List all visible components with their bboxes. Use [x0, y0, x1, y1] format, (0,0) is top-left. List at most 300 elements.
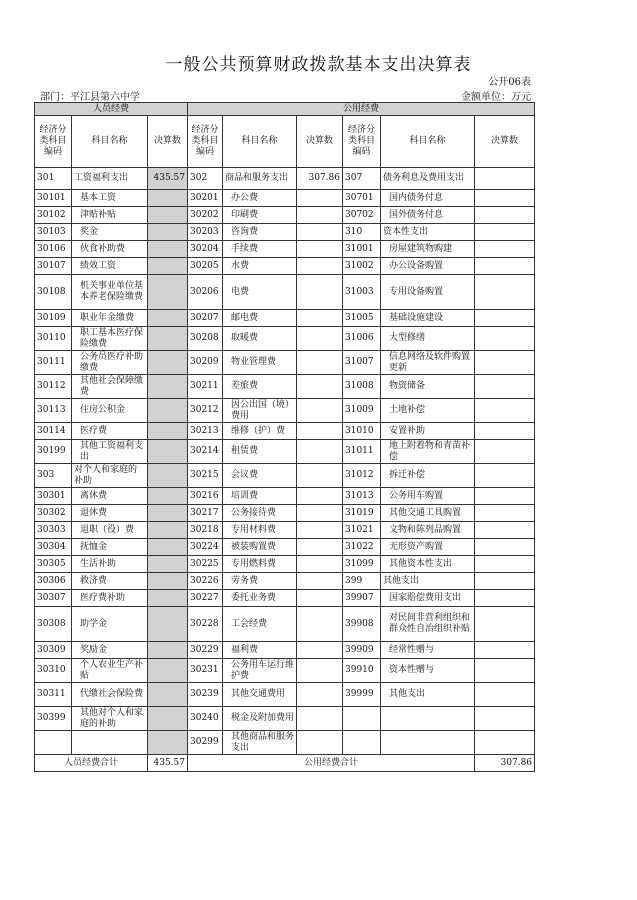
page-title: 一般公共预算财政拨款基本支出决算表 [165, 55, 472, 75]
name-cell: 职工基本医疗保险缴费 [72, 327, 148, 351]
name-cell: 印刷费 [223, 207, 297, 224]
amount-cell [148, 275, 188, 310]
name-cell: 物资储备 [381, 375, 475, 399]
code-cell: 30204 [188, 241, 223, 258]
code-cell: 30203 [188, 224, 223, 241]
code-cell: 30107 [35, 258, 72, 275]
name-cell: 经常性赠与 [381, 642, 475, 659]
amount-cell [148, 310, 188, 327]
table-row [35, 399, 535, 423]
amount-header: 决算数 [297, 116, 343, 168]
table-row [35, 607, 535, 642]
amount-cell [475, 464, 535, 488]
amount-cell [297, 488, 343, 505]
name-cell: 助学金 [72, 607, 148, 642]
table-row [35, 464, 535, 488]
amount-cell [148, 556, 188, 573]
name-cell [381, 707, 475, 731]
code-cell: 31010 [343, 423, 381, 440]
table-row [35, 190, 535, 207]
name-cell: 住房公积金 [72, 399, 148, 423]
name-cell: 取暖费 [223, 327, 297, 351]
section-header-row [35, 103, 535, 116]
public-section-header: 公用经费 [188, 103, 535, 116]
amount-cell [148, 539, 188, 556]
name-cell: 邮电费 [223, 310, 297, 327]
code-cell: 30216 [188, 488, 223, 505]
amount-cell [148, 522, 188, 539]
name-cell: 债务利息及费用支出 [381, 168, 475, 190]
econ-code-header: 经济分类科目编码 [188, 116, 223, 168]
code-cell: 30208 [188, 327, 223, 351]
code-cell: 39908 [343, 607, 381, 642]
name-cell: 国家赔偿费用支出 [381, 590, 475, 607]
code-cell: 30218 [188, 522, 223, 539]
code-cell: 31099 [343, 556, 381, 573]
amount-cell [148, 488, 188, 505]
table-row [35, 590, 535, 607]
amount-cell [297, 683, 343, 707]
amount-cell: 307.86 [297, 168, 343, 190]
code-cell: 30205 [188, 258, 223, 275]
name-cell: 退职（役）费 [72, 522, 148, 539]
table-row [35, 683, 535, 707]
code-cell [343, 707, 381, 731]
amount-cell [475, 642, 535, 659]
name-cell: 资本性赠与 [381, 659, 475, 683]
code-cell: 30306 [35, 573, 72, 590]
amount-cell [148, 683, 188, 707]
name-cell: 拆迁补偿 [381, 464, 475, 488]
code-cell: 30303 [35, 522, 72, 539]
name-cell: 委托业务费 [223, 590, 297, 607]
code-cell: 39907 [343, 590, 381, 607]
code-cell: 30211 [188, 375, 223, 399]
amount-cell [148, 642, 188, 659]
code-cell: 30224 [188, 539, 223, 556]
code-cell: 31009 [343, 399, 381, 423]
code-cell: 30225 [188, 556, 223, 573]
code-cell: 30214 [188, 440, 223, 464]
amount-cell [148, 731, 188, 755]
code-cell: 310 [343, 224, 381, 241]
personnel-total-label: 人员经费合计 [35, 755, 148, 772]
amount-cell [297, 642, 343, 659]
amount-cell [148, 241, 188, 258]
amount-cell [475, 423, 535, 440]
name-cell: 专用材料费 [223, 522, 297, 539]
name-cell: 办公费 [223, 190, 297, 207]
name-cell: 专用设备购置 [381, 275, 475, 310]
amount-cell [475, 539, 535, 556]
code-cell: 31002 [343, 258, 381, 275]
name-cell: 咨询费 [223, 224, 297, 241]
amount-cell [475, 399, 535, 423]
code-cell: 30199 [35, 440, 72, 464]
code-cell: 30212 [188, 399, 223, 423]
amount-cell [148, 399, 188, 423]
amount-cell [475, 375, 535, 399]
amount-cell [475, 556, 535, 573]
amount-header: 决算数 [148, 116, 188, 168]
table-row [35, 488, 535, 505]
name-cell: 国内债务付息 [381, 190, 475, 207]
amount-cell [148, 607, 188, 642]
amount-cell [475, 440, 535, 464]
code-cell: 30702 [343, 207, 381, 224]
name-cell: 其他交通费用 [223, 683, 297, 707]
econ-code-header: 经济分类科目编码 [35, 116, 72, 168]
amount-cell [297, 275, 343, 310]
table-row [35, 505, 535, 522]
name-cell: 其他支出 [381, 573, 475, 590]
amount-header: 决算数 [475, 116, 535, 168]
amount-cell [475, 327, 535, 351]
code-cell: 30215 [188, 464, 223, 488]
code-cell: 399 [343, 573, 381, 590]
code-cell: 31006 [343, 327, 381, 351]
amount-cell [475, 522, 535, 539]
table-row [35, 258, 535, 275]
amount-cell [475, 258, 535, 275]
code-cell: 30307 [35, 590, 72, 607]
code-cell: 30301 [35, 488, 72, 505]
amount-cell [475, 731, 535, 755]
code-cell: 31003 [343, 275, 381, 310]
name-cell: 退休费 [72, 505, 148, 522]
code-cell: 30304 [35, 539, 72, 556]
amount-cell [297, 505, 343, 522]
code-cell [35, 731, 72, 755]
table-row [35, 327, 535, 351]
name-cell: 手续费 [223, 241, 297, 258]
form-code: 公开06表 [488, 77, 531, 88]
name-cell: 公务接待费 [223, 505, 297, 522]
code-cell: 30310 [35, 659, 72, 683]
amount-cell [297, 258, 343, 275]
code-cell: 30106 [35, 241, 72, 258]
amount-cell [297, 423, 343, 440]
name-cell [72, 731, 148, 755]
amount-cell [297, 522, 343, 539]
code-cell: 30207 [188, 310, 223, 327]
code-cell: 30311 [35, 683, 72, 707]
code-cell: 30111 [35, 351, 72, 375]
name-cell: 办公设备购置 [381, 258, 475, 275]
code-cell: 30209 [188, 351, 223, 375]
name-cell: 国外债务付息 [381, 207, 475, 224]
code-cell: 30113 [35, 399, 72, 423]
code-cell: 39999 [343, 683, 381, 707]
name-cell: 无形资产购置 [381, 539, 475, 556]
name-cell: 职业年金缴费 [72, 310, 148, 327]
code-cell: 30299 [188, 731, 223, 755]
code-cell: 30213 [188, 423, 223, 440]
name-cell: 生活补助 [72, 556, 148, 573]
amount-cell [148, 224, 188, 241]
name-cell: 奖励金 [72, 642, 148, 659]
amount-cell [475, 241, 535, 258]
name-cell: 文物和陈列品购置 [381, 522, 475, 539]
code-cell: 30114 [35, 423, 72, 440]
name-cell: 会议费 [223, 464, 297, 488]
amount-cell [475, 224, 535, 241]
name-cell: 基本工资 [72, 190, 148, 207]
amount-cell [297, 556, 343, 573]
code-cell: 307 [343, 168, 381, 190]
code-cell: 39910 [343, 659, 381, 683]
code-cell: 31019 [343, 505, 381, 522]
table-row [35, 275, 535, 310]
code-cell: 30109 [35, 310, 72, 327]
name-cell: 其他交通工具购置 [381, 505, 475, 522]
code-cell: 31001 [343, 241, 381, 258]
name-cell: 公务员医疗补助缴费 [72, 351, 148, 375]
code-cell: 30231 [188, 659, 223, 683]
amount-cell [297, 573, 343, 590]
amount-cell [475, 573, 535, 590]
name-cell: 代缴社会保险费 [72, 683, 148, 707]
amount-cell [148, 423, 188, 440]
table-row [35, 707, 535, 731]
name-cell: 对个人和家庭的补助 [72, 464, 148, 488]
amount-cell [148, 190, 188, 207]
name-cell: 伙食补助费 [72, 241, 148, 258]
amount-cell [148, 659, 188, 683]
table-row [35, 440, 535, 464]
amount-cell [148, 505, 188, 522]
table-row [35, 556, 535, 573]
code-cell: 30305 [35, 556, 72, 573]
amount-cell [297, 224, 343, 241]
public-total-value: 307.86 [475, 755, 535, 772]
name-cell: 土地补偿 [381, 399, 475, 423]
code-cell: 31005 [343, 310, 381, 327]
amount-cell [148, 573, 188, 590]
code-cell: 30108 [35, 275, 72, 310]
name-cell: 地上附着物和青苗补偿 [381, 440, 475, 464]
amount-cell [475, 190, 535, 207]
amount-cell [148, 590, 188, 607]
amount-cell [475, 707, 535, 731]
name-cell: 劳务费 [223, 573, 297, 590]
code-cell: 39909 [343, 642, 381, 659]
name-cell: 其他商品和服务支出 [223, 731, 297, 755]
item-name-header: 科目名称 [381, 116, 475, 168]
code-cell: 30229 [188, 642, 223, 659]
amount-cell [297, 241, 343, 258]
amount-cell [475, 168, 535, 190]
column-header-row [35, 116, 535, 168]
department-label: 部门：平江县第六中学 [40, 92, 140, 103]
amount-cell [297, 659, 343, 683]
code-cell: 31012 [343, 464, 381, 488]
name-cell: 大型修缮 [381, 327, 475, 351]
code-cell: 31008 [343, 375, 381, 399]
name-cell: 机关事业单位基本养老保险缴费 [72, 275, 148, 310]
amount-cell [297, 539, 343, 556]
amount-cell [297, 310, 343, 327]
code-cell: 30302 [35, 505, 72, 522]
code-cell: 30227 [188, 590, 223, 607]
code-cell: 30101 [35, 190, 72, 207]
name-cell: 房屋建筑物购建 [381, 241, 475, 258]
table-row [35, 168, 535, 190]
code-cell: 31013 [343, 488, 381, 505]
table-row [35, 731, 535, 755]
code-cell: 31007 [343, 351, 381, 375]
amount-cell [475, 659, 535, 683]
amount-cell [148, 258, 188, 275]
amount-cell [475, 683, 535, 707]
name-cell: 其他对个人和家庭的补助 [72, 707, 148, 731]
table-row [35, 375, 535, 399]
personnel-section-header: 人员经费 [35, 103, 188, 116]
code-cell: 30110 [35, 327, 72, 351]
code-cell: 31022 [343, 539, 381, 556]
code-cell: 30202 [188, 207, 223, 224]
name-cell [381, 731, 475, 755]
totals-row [35, 755, 535, 772]
table-row [35, 241, 535, 258]
code-cell: 30206 [188, 275, 223, 310]
amount-cell [148, 464, 188, 488]
amount-cell [297, 399, 343, 423]
name-cell: 其他支出 [381, 683, 475, 707]
personnel-total-value: 435.57 [148, 755, 188, 772]
amount-cell [475, 590, 535, 607]
code-cell: 30309 [35, 642, 72, 659]
code-cell: 30228 [188, 607, 223, 642]
code-cell: 30103 [35, 224, 72, 241]
code-cell: 30201 [188, 190, 223, 207]
name-cell: 奖金 [72, 224, 148, 241]
name-cell: 电费 [223, 275, 297, 310]
name-cell: 医疗费 [72, 423, 148, 440]
name-cell: 水费 [223, 258, 297, 275]
amount-cell [148, 440, 188, 464]
table-row [35, 207, 535, 224]
amount-cell [297, 707, 343, 731]
name-cell: 医疗费补助 [72, 590, 148, 607]
amount-cell [297, 375, 343, 399]
code-cell: 30308 [35, 607, 72, 642]
item-name-header: 科目名称 [223, 116, 297, 168]
name-cell: 专用燃料费 [223, 556, 297, 573]
amount-cell [475, 310, 535, 327]
amount-cell [148, 327, 188, 351]
amount-cell [148, 351, 188, 375]
public-total-label: 公用经费合计 [188, 755, 475, 772]
amount-cell [297, 464, 343, 488]
amount-cell [297, 731, 343, 755]
name-cell: 津贴补贴 [72, 207, 148, 224]
name-cell: 抚恤金 [72, 539, 148, 556]
code-cell: 30239 [188, 683, 223, 707]
code-cell: 30226 [188, 573, 223, 590]
code-cell: 31021 [343, 522, 381, 539]
name-cell: 因公出国（境）费用 [223, 399, 297, 423]
table-row [35, 539, 535, 556]
econ-code-header: 经济分类科目编码 [343, 116, 381, 168]
table-row [35, 351, 535, 375]
name-cell: 基础设施建设 [381, 310, 475, 327]
name-cell: 信息网络及软件购置更新 [381, 351, 475, 375]
table-row [35, 224, 535, 241]
name-cell: 租赁费 [223, 440, 297, 464]
amount-cell [148, 207, 188, 224]
code-cell: 30112 [35, 375, 72, 399]
amount-cell [475, 607, 535, 642]
code-cell: 30217 [188, 505, 223, 522]
name-cell: 其他社会保障缴费 [72, 375, 148, 399]
code-cell: 30399 [35, 707, 72, 731]
name-cell: 个人农业生产补贴 [72, 659, 148, 683]
name-cell: 维修（护）费 [223, 423, 297, 440]
code-cell [343, 731, 381, 755]
name-cell: 对民间非营利组织和群众性自治组织补贴 [381, 607, 475, 642]
name-cell: 商品和服务支出 [223, 168, 297, 190]
amount-cell [475, 505, 535, 522]
table-row [35, 659, 535, 683]
amount-cell [148, 375, 188, 399]
name-cell: 其他工资福利支出 [72, 440, 148, 464]
name-cell: 被装购置费 [223, 539, 297, 556]
name-cell: 工资福利支出 [72, 168, 148, 190]
name-cell: 离休费 [72, 488, 148, 505]
amount-cell [297, 607, 343, 642]
amount-cell [297, 440, 343, 464]
table-row [35, 522, 535, 539]
name-cell: 其他资本性支出 [381, 556, 475, 573]
amount-cell [475, 275, 535, 310]
name-cell: 救济费 [72, 573, 148, 590]
code-cell: 302 [188, 168, 223, 190]
amount-cell: 435.57 [148, 168, 188, 190]
name-cell: 税金及附加费用 [223, 707, 297, 731]
name-cell: 差旅费 [223, 375, 297, 399]
code-cell: 301 [35, 168, 72, 190]
table-row [35, 642, 535, 659]
code-cell: 303 [35, 464, 72, 488]
expenditure-table [34, 102, 535, 772]
amount-cell [297, 327, 343, 351]
name-cell: 绩效工资 [72, 258, 148, 275]
code-cell: 31011 [343, 440, 381, 464]
name-cell: 安置补助 [381, 423, 475, 440]
unit-label: 金额单位：万元 [461, 92, 531, 103]
item-name-header: 科目名称 [72, 116, 148, 168]
name-cell: 资本性支出 [381, 224, 475, 241]
code-cell: 30240 [188, 707, 223, 731]
name-cell: 福利费 [223, 642, 297, 659]
name-cell: 物业管理费 [223, 351, 297, 375]
code-cell: 30701 [343, 190, 381, 207]
amount-cell [475, 488, 535, 505]
amount-cell [475, 207, 535, 224]
amount-cell [297, 190, 343, 207]
name-cell: 公务用车运行维护费 [223, 659, 297, 683]
amount-cell [297, 590, 343, 607]
name-cell: 培训费 [223, 488, 297, 505]
table-row [35, 573, 535, 590]
amount-cell [148, 707, 188, 731]
name-cell: 公务用车购置 [381, 488, 475, 505]
table-row [35, 423, 535, 440]
amount-cell [297, 207, 343, 224]
code-cell: 30102 [35, 207, 72, 224]
amount-cell [297, 351, 343, 375]
